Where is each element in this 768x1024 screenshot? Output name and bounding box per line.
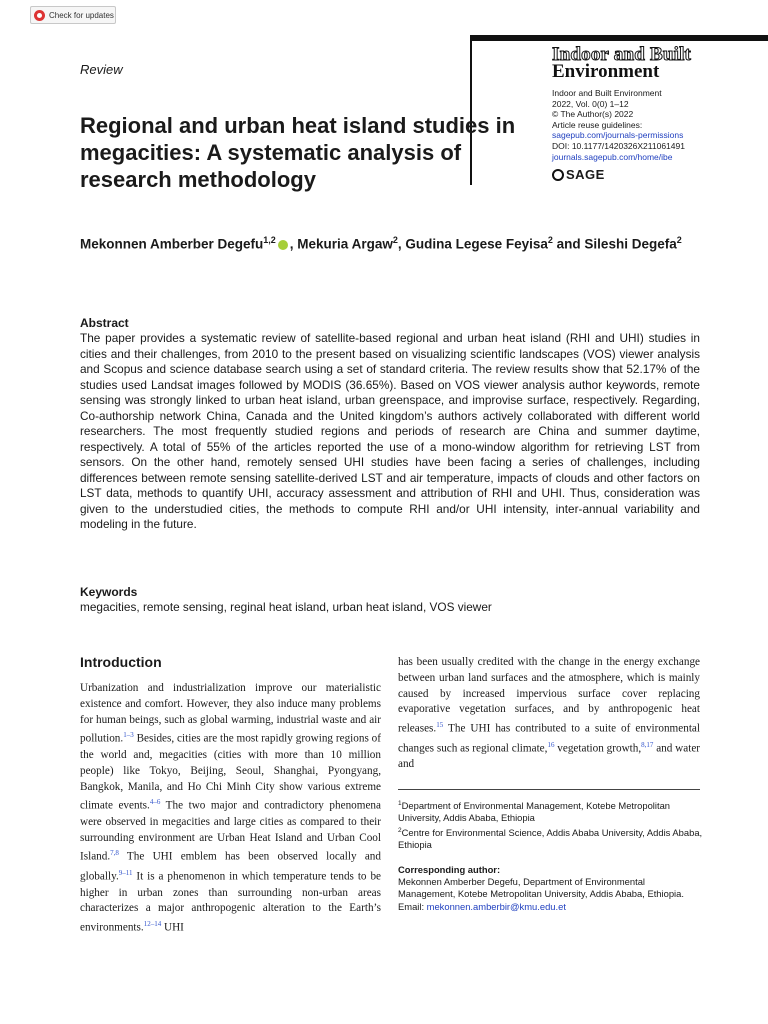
intro-text: and water and: [398, 742, 701, 771]
citation-link[interactable]: 8,17: [641, 740, 654, 749]
journal-link[interactable]: journals.sagepub.com/home/ibe: [552, 151, 673, 162]
affiliation-1: [398, 798, 703, 825]
meta-copyright: © The Author(s) 2022: [552, 109, 634, 120]
citation-link[interactable]: 9–11: [118, 868, 133, 877]
email-label: Email:: [398, 900, 427, 912]
abstract-heading: Abstract: [80, 316, 129, 330]
intro-text: It is a phenomenon in which temperature tends to be higher in urban zones than surrounding non-urban areas characterizes a major anthropogenic alteration to the Earth’s environments.: [80, 870, 381, 934]
intro-text: UHI: [161, 921, 184, 934]
article-title: Regional and urban heat island studies in megacities: A systematic analysis of research methodology: [80, 113, 516, 192]
corresponding-author: [398, 876, 703, 913]
corresponding-author-heading: Corresponding author:: [398, 864, 501, 875]
intro-text: The UHI emblem has been observed locally and globally.: [80, 851, 381, 883]
affiliation-2: [398, 825, 703, 852]
affiliation-2-text: Centre for Environmental Science, Addis Ababa University, Addis Ababa, Ethiopia: [398, 826, 703, 851]
citation-link[interactable]: 1–3: [123, 731, 134, 740]
citation-link[interactable]: 12–14: [143, 920, 162, 929]
introduction-heading: Introduction: [80, 654, 162, 670]
meta-doi[interactable]: DOI: 10.1177/1420326X211061491: [552, 140, 685, 151]
author-1-affil: 1,2: [263, 235, 276, 245]
journal-logo-line2: Environment: [552, 61, 660, 82]
abstract-text: The paper provides a systematic review of satellite-based regional and urban heat island (RHI and UHI) studies in cities and their challenges, from 2010 to the present based on visualizing scientific landscapes (VOS) viewer analysis and Scopus and science database search using a set of standard criteria. The review results show that 52.17% of the studies used Landsat images followed by MODIS (36.65%). Based on VOS viewer analysis author keywords, remote sensing was strongly linked to urban heat island, urban greenspace, and improvise surface, respectively. Regarding, Co-authorship network China, Canada and the United kingdom’s authors actively collaborated with different world researchers. The most frequently studied regions and periods of research are China and summer daytime, respectively. A total of 55% of the articles reported the use of a mono-window algorithm for retrieving LST from sensors. On the other hand, remotely sensed UHI studies have been facing a series of challenges, including differences between remote sensing satellite-derived LST and air temperature, impacts of clouds and other factors on LST data, methods to quantify UHI, accuracy assessment and attribution of RHI and UHI. Thus, consideration was given to the understudied cities, the methods to compute RHI and/or UHI intensity, inter-annual variability and modeling in the future.: [80, 331, 700, 531]
publisher-name: SAGE: [566, 167, 605, 182]
email-link[interactable]: mekonnen.amberbir@kmu.edu.et: [426, 900, 566, 912]
intro-right-column: [398, 655, 700, 773]
affiliations: [398, 798, 703, 851]
intro-text: has been usually credited with the change in the energy exchange between urban land surfaces and the atmosphere, which is mainly caused by increased impervious surface cover replacing evaporative vegetation surfaces, and by anthropogenic heat releases.: [398, 656, 700, 735]
corresponding-author-text: Mekonnen Amberber Degefu, Department of Environmental Management, Kotebe Metropolitan University, Addis Ababa, Ethiopia.: [398, 876, 684, 900]
intro-left-column: [80, 681, 381, 937]
author-1[interactable]: Mekonnen Amberber Degefu: [80, 236, 264, 252]
check-updates-label: Check for updates: [49, 10, 114, 20]
citation-link[interactable]: 15: [436, 721, 444, 730]
affiliation-1-text: Department of Environmental Management, Kotebe Metropolitan University, Addis Ababa, Ethiopia: [398, 800, 671, 824]
author-4[interactable]: and Sileshi Degefa: [552, 236, 677, 252]
meta-reuse: Article reuse guidelines:: [552, 119, 643, 130]
check-for-updates-badge[interactable]: [30, 6, 116, 24]
citation-link[interactable]: 16: [547, 740, 555, 749]
keywords-text: megacities, remote sensing, reginal heat island, urban heat island, VOS viewer: [80, 600, 492, 614]
intro-text: Urbanization and industrialization improve our materialistic existence and comfort. However, they also induce many problems for human beings, such as global warming, industrial waste and air pollution.: [80, 682, 381, 746]
meta-volume: 2022, Vol. 0(0) 1–12: [552, 98, 629, 109]
intro-text: Besides, cities are the most rapidly growing regions of the world and, megacities (cities with more than 10 million people) like Tokyo, Beijing, Seoul, Shanghai, Pyongyang, Bangkok, Manila, and Ho Chi Minh City show various extreme climate events.: [80, 733, 381, 813]
journal-logo-line1: Indoor and Built: [552, 44, 692, 65]
author-list: [80, 231, 720, 254]
check-updates-icon: [34, 10, 45, 21]
orcid-icon[interactable]: [278, 240, 288, 250]
header-rule: [470, 35, 768, 41]
citation-link[interactable]: 7,8: [110, 849, 119, 858]
keywords-heading: Keywords: [80, 585, 138, 599]
journal-meta: [552, 88, 685, 162]
intro-text: vegetation growth,: [554, 742, 642, 755]
author-4-affil: 2: [676, 235, 682, 245]
author-3-affil: 2: [547, 235, 553, 245]
reuse-link[interactable]: sagepub.com/journals-permissions: [552, 130, 684, 141]
intro-text: The UHI has contributed to a suite of environmental changes such as regional climate,: [398, 722, 700, 755]
publisher-logo: [552, 167, 605, 182]
journal-logo: [552, 46, 691, 80]
corresponding-email-row: [398, 901, 703, 913]
footnote-divider: [398, 789, 700, 790]
meta-journal: Indoor and Built Environment: [552, 88, 662, 98]
intro-text: The two major and contradictory phenomena were observed in megacities and large cities as compared to their surrounding environment are Urban Heat Island and Urban Cool Island.: [80, 800, 381, 864]
affiliation-1-marker: 1: [398, 800, 402, 807]
article-type: Review: [80, 62, 123, 77]
author-2[interactable]: , Mekuria Argaw: [289, 236, 393, 252]
citation-link[interactable]: 4–6: [149, 798, 161, 807]
sage-logo-icon: [552, 169, 564, 181]
author-2-affil: 2: [392, 235, 398, 245]
affiliation-2-marker: 2: [398, 826, 402, 834]
author-3[interactable]: , Gudina Legese Feyisa: [397, 236, 548, 252]
